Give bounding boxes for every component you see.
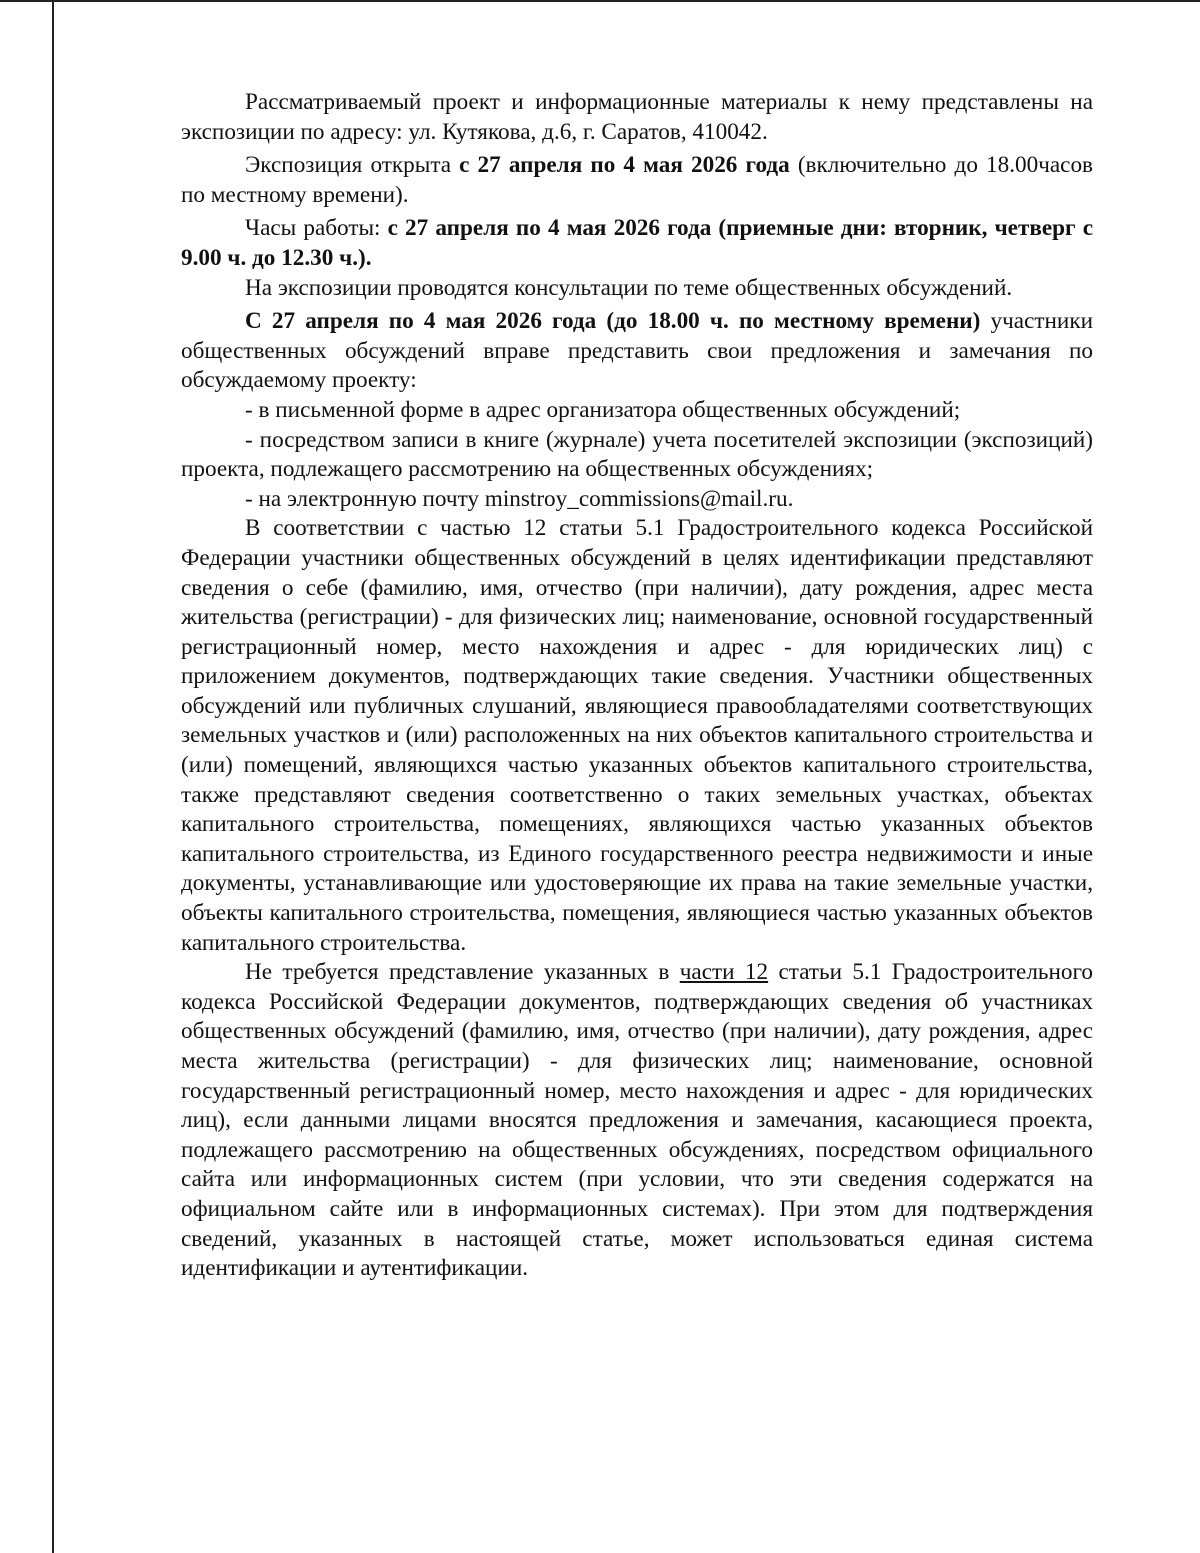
paragraph-text: Рассматриваемый проект и информационные материалы к нему представлены на экспозиции по адресу: ул. Кутякова, д.6, г. Саратов, 410042. [181,89,1093,145]
paragraph-exemption [181,958,1093,1284]
paragraph-exposition-address [181,88,1093,147]
submission-date-range: С 27 апреля по 4 мая 2026 года (до 18.00 ч. по местному времени) [245,308,981,335]
paragraph-text: - посредством записи в книге (журнале) учета посетителей экспозиции (экспозиций) проекта, подлежащего рассмотрению на общественных обсуждениях; [181,426,1093,483]
paragraph-text: Экспозиция открыта [245,152,460,179]
paragraph-working-hours [181,214,1093,273]
paragraph-text: Не требуется представление указанных в [245,959,680,986]
paragraph-text: участники общественных обсуждений вправе представить свои предложения и замечания по обсуждаемому проекту: [181,308,1094,394]
scan-top-edge [0,0,1200,2]
paragraph-consultations [181,274,1093,304]
paragraph-identification [181,514,1093,958]
scan-left-edge [52,0,54,1553]
working-hours-value: с 27 апреля по 4 мая 2026 года (приемные дни: вторник, четверг с 9.00 ч. до 12.30 ч.). [181,215,1093,271]
list-item-email [181,485,1093,515]
list-item-visitor-book [181,426,1093,485]
paragraph-text: Часы работы: [245,215,388,242]
paragraph-exposition-dates [181,151,1093,210]
list-item-written-form [181,396,1093,426]
paragraph-text: На экспозиции проводятся консультации по теме общественных обсуждений. [245,274,1013,301]
paragraph-submission-period [181,307,1093,396]
exposition-date-range: с 27 апреля по 4 мая 2026 года [459,152,790,179]
law-reference-link[interactable]: части 12 [679,959,769,986]
paragraph-text: - на электронную почту minstroy_commissions@mail.ru. [245,485,794,512]
document-body [181,88,1093,1284]
paragraph-text: статьи 5.1 Градостроительного кодекса Российской Федерации документов, подтверждающих сведения об участниках общественных обсуждений (фамилию, имя, отчество (при наличии), дату рождения, адрес места жительства (регистрации) - для физических лиц; наименование, основной государственный регистрационный номер, место нахождения и адрес - для юридических лиц), если данными лицами вносятся предложения и замечания, касающиеся проекта, подлежащего рассмотрению на общественных обсуждениях, посредством официального сайта или информационных систем (при условии, что эти сведения содержатся на официальном сайте или в информационных системах). При этом для подтверждения сведений, указанных в настоящей статье, может использоваться единая система идентификации и аутентификации. [181,959,1093,1282]
paragraph-text: В соответствии с частью 12 статьи 5.1 Градостроительного кодекса Российской Федерации участники общественных обсуждений в целях идентификации представляют сведения о себе (фамилию, имя, отчество (при наличии), дату рождения, адрес места жительства (регистрации) - для физических лиц; наименование, основной государственный регистрационный номер, место нахождения и адрес - для юридических лиц) с приложением документов, подтверждающих такие сведения. Участники общественных обсуждений или публичных слушаний, являющиеся правообладателями соответствующих земельных участков и (или) расположенных на них объектов капитального строительства и (или) помещений, являющихся частью указанных объектов капитального строительства, также представляют сведения соответственно о таких земельных участках, объектах капитального строительства, помещениях, являющихся частью указанных объектов капитального строительства, из Единого государственного реестра недвижимости и иные документы, устанавливающие или удостоверяющие их права на такие земельные участки, объекты капитального строительства, помещения, являющиеся частью указанных объектов капитального строительства. [181,515,1093,956]
paragraph-text: - в письменной форме в адрес организатора общественных обсуждений; [245,396,961,423]
paragraph-text: (включительно до 18.00часов по местному времени). [181,152,1093,208]
